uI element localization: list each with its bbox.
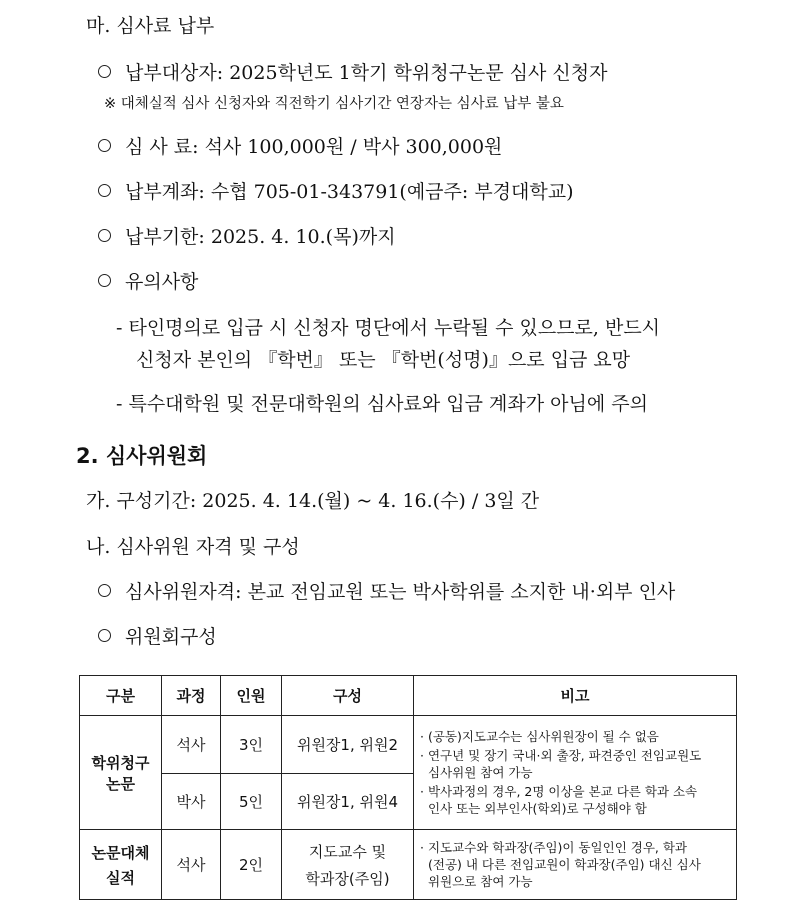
remark-line: 위원으로 참여 가능	[428, 874, 533, 889]
members-cell: 위원장1, 위원2	[282, 716, 414, 774]
caution-1-line-1: - 타인명의로 입금 시 신청자 명단에서 누락될 수 있으므로, 반드시	[116, 317, 661, 339]
members-cell	[282, 830, 414, 900]
category-thesis	[80, 716, 162, 830]
remark-line: 인사 또는 외부인사(학외)로 구성해야 함	[428, 801, 647, 816]
circle-bullet-icon	[98, 65, 111, 78]
circle-bullet-icon	[98, 274, 111, 287]
header-course: 과정	[162, 676, 221, 716]
payment-target-item	[98, 62, 607, 84]
caution-2: - 특수대학원 및 전문대학원의 심사료와 입금 계좌가 아님에 주의	[116, 393, 648, 415]
category-thesis-line-1: 학위청구	[91, 753, 150, 772]
remarks-thesis	[414, 716, 737, 830]
header-count: 인원	[221, 676, 282, 716]
composition-text: 위원회구성	[125, 626, 217, 648]
header-members: 구성	[282, 676, 414, 716]
category-alternative	[80, 830, 162, 900]
circle-bullet-icon	[98, 184, 111, 197]
period-line: 가. 구성기간: 2025. 4. 14.(월) ~ 4. 16.(수) / 3일 간	[86, 490, 540, 512]
category-thesis-line-2: 논문	[106, 774, 135, 793]
count-cell: 3인	[221, 716, 282, 774]
remark-line: · 박사과정의 경우, 2명 이상을 본교 다른 학과 소속	[420, 784, 698, 799]
account-text: 납부계좌: 수협 705-01-343791(예금주: 부경대학교)	[125, 181, 574, 203]
circle-bullet-icon	[98, 629, 111, 642]
course-cell: 석사	[162, 830, 221, 900]
exemption-note: ※ 대체실적 심사 신청자와 직전학기 심사기간 연장자는 심사료 납부 불요	[104, 96, 564, 112]
payment-target-text: 납부대상자: 2025학년도 1학기 학위청구논문 심사 신청자	[125, 62, 608, 84]
composition-item	[98, 626, 217, 648]
course-cell: 박사	[162, 774, 221, 830]
caution-item	[98, 271, 198, 293]
remark-line: · 연구년 및 장기 국내·외 출장, 파견중인 전임교원도	[420, 748, 702, 763]
category-alt-line-1: 논문대체	[91, 843, 150, 862]
count-cell: 5인	[221, 774, 282, 830]
members-cell: 위원장1, 위원4	[282, 774, 414, 830]
section-ma-heading: 마. 심사료 납부	[86, 15, 215, 37]
committee-table	[79, 675, 737, 900]
deadline-item	[98, 226, 396, 248]
members-line-2: 학과장(주임)	[305, 869, 390, 888]
header-remarks: 비고	[414, 676, 737, 716]
deadline-text: 납부기한: 2025. 4. 10.(목)까지	[125, 226, 396, 248]
circle-bullet-icon	[98, 139, 111, 152]
section-2-title: 2. 심사위원회	[76, 444, 208, 468]
members-line-1: 지도교수 및	[308, 842, 387, 861]
circle-bullet-icon	[98, 229, 111, 242]
qualification-item	[98, 581, 675, 603]
fee-item	[98, 136, 502, 158]
header-category: 구분	[80, 676, 162, 716]
table-row	[80, 830, 737, 900]
remark-line: 심사위원 참여 가능	[428, 765, 533, 780]
remarks-alternative	[414, 830, 737, 900]
table-header-row	[80, 676, 737, 716]
remark-line: · 지도교수와 학과장(주임)이 동일인인 경우, 학과	[420, 840, 687, 855]
remark-line: · (공동)지도교수는 심사위원장이 될 수 없음	[420, 729, 659, 744]
category-alt-line-2: 실적	[106, 868, 135, 887]
count-cell: 2인	[221, 830, 282, 900]
caution-title: 유의사항	[125, 271, 199, 293]
course-cell: 석사	[162, 716, 221, 774]
circle-bullet-icon	[98, 584, 111, 597]
table-row	[80, 716, 737, 774]
qualification-heading: 나. 심사위원 자격 및 구성	[86, 536, 300, 558]
caution-1-line-2: 신청자 본인의 『학번』 또는 『학번(성명)』으로 입금 요망	[136, 349, 631, 371]
account-item	[98, 181, 574, 203]
remark-line: (전공) 내 다른 전임교원이 학과장(주임) 대신 심사	[428, 857, 701, 872]
fee-text: 심 사 료: 석사 100,000원 / 박사 300,000원	[125, 136, 503, 158]
qualification-text: 심사위원자격: 본교 전임교원 또는 박사학위를 소지한 내·외부 인사	[125, 581, 676, 603]
